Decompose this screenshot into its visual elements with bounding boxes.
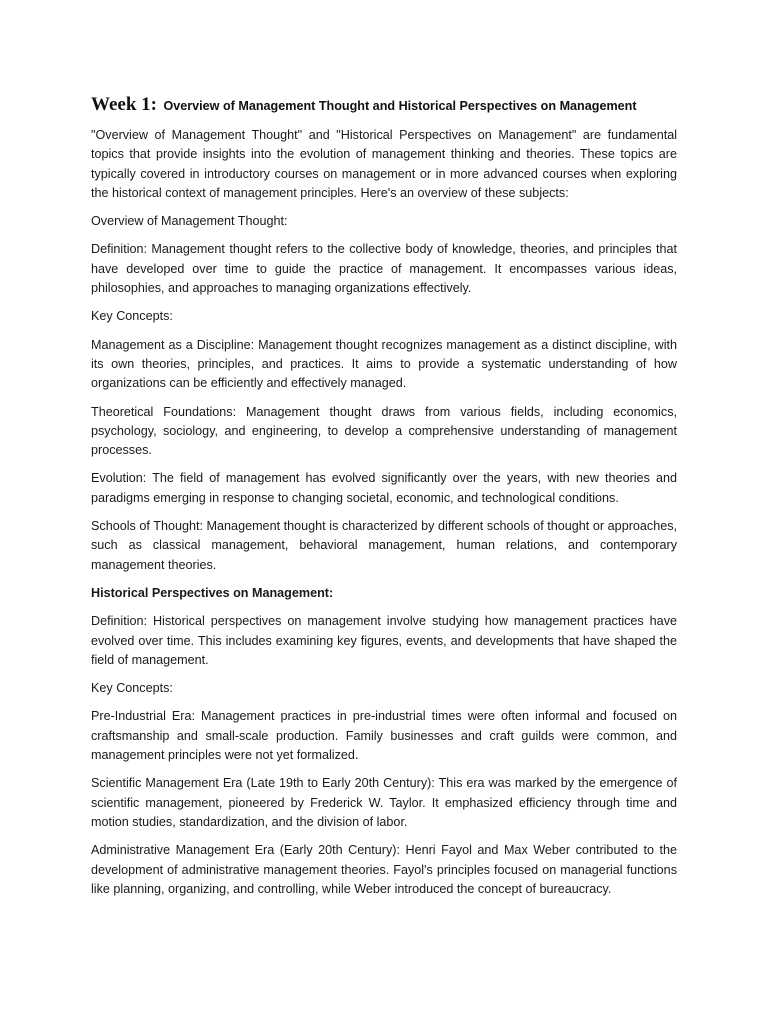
paragraph: Evolution: The field of management has evolved significantly over the years, with new theories and paradigms emerging in response to changing societal, economic, and technological conditions. — [91, 471, 677, 505]
document-page — [91, 92, 677, 908]
paragraph: Definition: Management thought refers to the collective body of knowledge, theories, and principles that have developed over time to guide the practice of management. It encompasses various ideas, philosophies, and approaches to managing organizations effectively. — [91, 242, 677, 296]
paragraph: Scientific Management Era (Late 19th to Early 20th Century): This era was marked by the emergence of scientific management, pioneered by Frederick W. Taylor. It emphasized efficiency through time and motion studies, standardization, and the division of labor. — [91, 776, 677, 829]
paragraph: Schools of Thought: Management thought is characterized by different schools of thought or approaches, such as classical management, behavioral management, human relations, and contemporary management theories. — [91, 519, 677, 572]
paragraph: Theoretical Foundations: Management thought draws from various fields, including economics, psychology, sociology, and engineering, to develop a comprehensive understanding of management processes. — [91, 404, 677, 458]
paragraph: Overview of Management Thought: — [91, 214, 288, 229]
paragraph: Definition: Historical perspectives on management involve studying how management practices have evolved over time. This includes examining key figures, events, and developments that have shaped the field of management. — [91, 614, 677, 667]
paragraph: Key Concepts: — [91, 309, 173, 324]
paragraph-list — [91, 126, 677, 899]
paragraph: Key Concepts: — [91, 681, 173, 696]
section-heading: Historical Perspectives on Management: — [91, 585, 334, 600]
paragraph: Pre-Industrial Era: Management practices in pre-industrial times were often informal and focused on craftsmanship and small-scale production. Family businesses and craft guilds were common, and management principles were not yet formalized. — [91, 709, 677, 763]
week-heading — [91, 92, 677, 119]
week-label: Week 1: — [91, 94, 157, 115]
paragraph: "Overview of Management Thought" and "Historical Perspectives on Management" are fundamental topics that provide insights into the evolution of management thinking and theories. These topics are typically covered in introductory courses on management or in more advanced courses when exploring the historical context of management principles. Here's an overview of these subjects: — [91, 128, 677, 200]
week-title: Overview of Management Thought and Historical Perspectives on Management — [163, 99, 637, 113]
paragraph: Management as a Discipline: Management thought recognizes management as a distinct discipline, with its own theories, principles, and practices. It aims to provide a systematic understanding of how organizations can be efficiently and effectively managed. — [91, 337, 677, 391]
paragraph: Administrative Management Era (Early 20th Century): Henri Fayol and Max Weber contributed to the development of administrative management theories. Fayol's principles focused on managerial functions like planning, organizing, and controlling, while Weber introduced the concept of bureaucracy. — [91, 843, 677, 896]
